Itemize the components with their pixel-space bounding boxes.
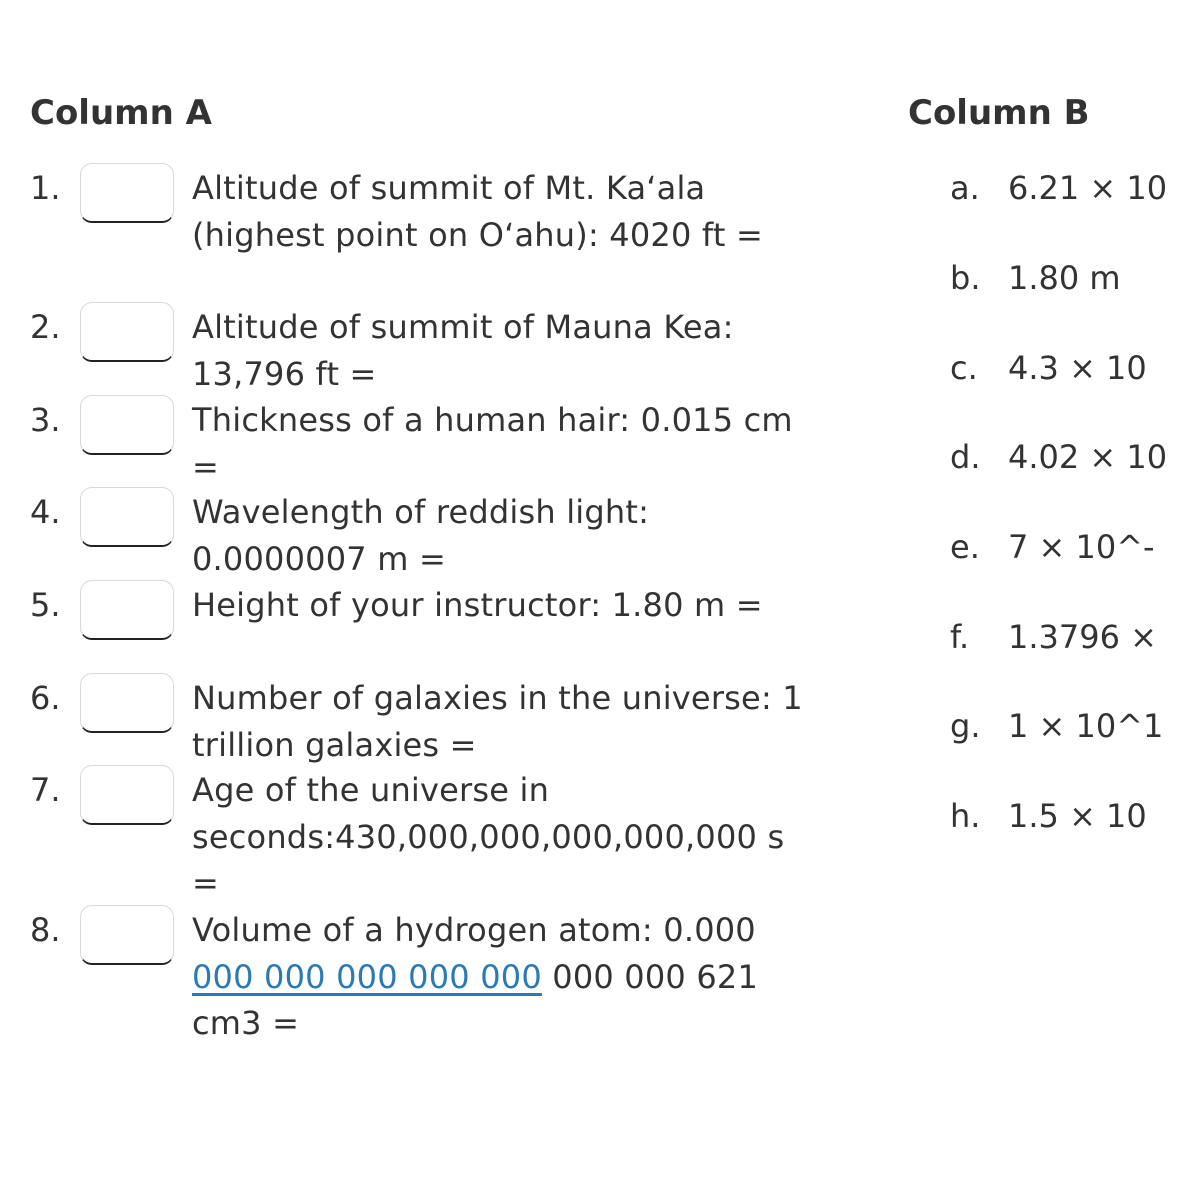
answer-blank-input[interactable]: [80, 302, 174, 362]
answer-letter: d.: [950, 438, 981, 476]
answer-option: [950, 165, 1195, 211]
column-b-header: Column B: [908, 93, 1090, 133]
question-number: 6.: [30, 679, 61, 717]
answer-letter: g.: [950, 707, 981, 745]
answer-letter: f.: [950, 618, 970, 656]
question-text-part: Volume of a hydrogen atom: 0.000: [192, 911, 756, 949]
question-text: Altitude of summit of Mt. Kaʻala (highest point on Oʻahu): 4020 ft =: [192, 169, 763, 254]
question-text: Height of your instructor: 1.80 m =: [192, 586, 763, 624]
answer-option: [950, 614, 1195, 660]
answer-value: 1.3796 ×: [1008, 618, 1157, 656]
answer-value: 4.02 × 10: [1008, 438, 1168, 476]
question-text: Altitude of summit of Mauna Kea: 13,796 ft =: [192, 308, 734, 393]
answer-blank-input[interactable]: [80, 163, 174, 223]
question-number: 5.: [30, 586, 61, 624]
answer-option: [950, 345, 1195, 391]
answer-value: 4.3 × 10: [1008, 349, 1147, 387]
answer-letter: h.: [950, 797, 981, 835]
question-text: Number of galaxies in the universe: 1 trillion galaxies =: [192, 679, 803, 764]
question-number: 2.: [30, 308, 61, 346]
question-text-part: 000 000 621 cm3 =: [192, 957, 759, 1042]
question-text: Age of the universe in seconds:430,000,000,000,000,000 s =: [192, 771, 785, 902]
question-text: [192, 907, 812, 1047]
answer-option: [950, 255, 1195, 301]
answer-value: 6.21 × 10: [1008, 169, 1168, 207]
question-number: 7.: [30, 771, 61, 809]
answer-letter: a.: [950, 169, 980, 207]
answer-option: [950, 434, 1195, 480]
question-text: Thickness of a human hair: 0.015 cm =: [192, 401, 793, 486]
answer-option: [950, 793, 1195, 839]
question-number: 3.: [30, 401, 61, 439]
answer-value: 1.80 m: [1008, 259, 1121, 297]
answer-blank-input[interactable]: [80, 765, 174, 825]
answer-value: 7 × 10^-: [1008, 528, 1155, 566]
column-a-header: Column A: [30, 93, 212, 133]
question-text: Wavelength of reddish light: 0.0000007 m =: [192, 493, 650, 578]
answer-letter: c.: [950, 349, 978, 387]
answer-option: [950, 524, 1195, 570]
answer-blank-input[interactable]: [80, 673, 174, 733]
answer-blank-input[interactable]: [80, 580, 174, 640]
answer-blank-input[interactable]: [80, 395, 174, 455]
question-text-link[interactable]: 000 000 000 000 000: [192, 957, 542, 996]
answer-value: 1.5 × 10: [1008, 797, 1147, 835]
answer-letter: e.: [950, 528, 980, 566]
answer-blank-input[interactable]: [80, 905, 174, 965]
answer-blank-input[interactable]: [80, 487, 174, 547]
answer-option: [950, 703, 1195, 749]
question-number: 4.: [30, 493, 61, 531]
answer-value: 1 × 10^1: [1008, 707, 1164, 745]
question-number: 8.: [30, 911, 61, 949]
question-number: 1.: [30, 169, 61, 207]
answer-letter: b.: [950, 259, 981, 297]
